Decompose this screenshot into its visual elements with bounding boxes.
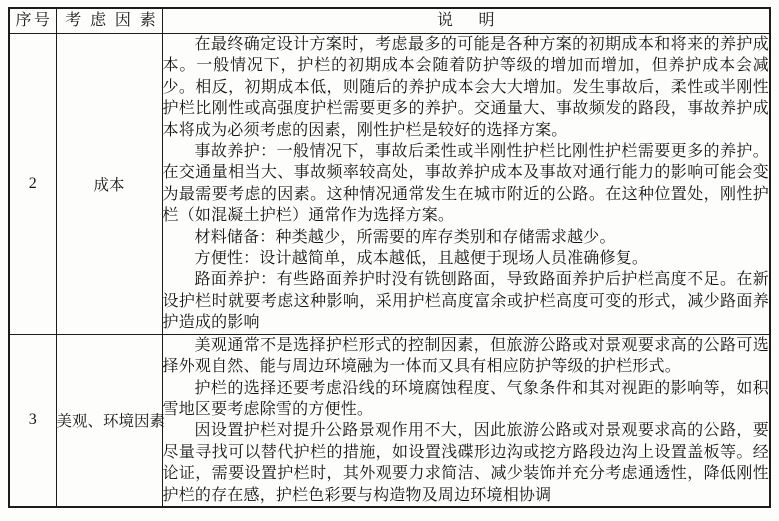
header-cell-description: 说明 xyxy=(162,8,770,34)
description-paragraph: 美观通常不是选择护栏形式的控制因素，但旅游公路或对景观要求高的公路可选择外观自然、能与周边环境融为一体而又具有相应防护等级的护栏形式。 xyxy=(162,336,769,376)
factor-label: 美观、环境因素 xyxy=(56,334,162,507)
description-paragraph: 护栏的选择还要考虑沿线的环境腐蚀程度、气象条件和其对视距的影响等，如积雪地区要考虑除雪的方便性。 xyxy=(162,379,769,418)
guardrail-factors-table xyxy=(8,7,771,508)
factor-label: 成本 xyxy=(56,34,162,335)
header-cell-factor: 考虑因素 xyxy=(56,8,162,34)
description-paragraph: 在最终确定设计方案时，考虑最多的可能是各种方案的初期成本和将来的养护成本。一般情况下，护栏的初期成本会随着防护等级的增加而增加，但养护成本会减少。相反，初期成本低，则随后的养护成本会大大增加。发生事故后，柔性或半刚性护栏比刚性或高强度护栏需要更多的养护。交通量大、事故频发的路段，事故养护成本将成为必须考虑的因素，刚性护栏是较好的选择方案。 xyxy=(162,36,769,139)
header-cell-no: 序号 xyxy=(9,8,56,34)
table-header-row xyxy=(9,8,770,34)
description-paragraph: 因设置护栏对提升公路景观作用不大，因此旅游公路或对景观要求高的公路，要尽量寻找可以替代护栏的措施，如设置浅碟形边沟或挖方路段边沟上设置盖板等。经论证，需要设置护栏时，其外观要力求简洁、减少装饰并充分考虑通透性，降低刚性护栏的存在感，护栏色彩要与构造物及周边环境相协调 xyxy=(162,422,769,504)
row-number: 3 xyxy=(9,334,56,507)
row-number: 2 xyxy=(9,34,56,335)
description-paragraph: 路面养护：有些路面养护时没有铣刨路面，导致路面养护后护栏高度不足。在新设护栏时就要考虑这种影响，采用护栏高度富余或护栏高度可变的形式，减少路面养护造成的影响 xyxy=(162,271,769,332)
description-paragraph: 材料储备：种类越少，所需要的库存类别和存储需求越少。 xyxy=(194,228,616,246)
table-row-cost xyxy=(9,34,770,335)
description-cell xyxy=(162,34,770,335)
description-paragraph: 方便性：设计越简单，成本越低，且越便于现场人员准确修复。 xyxy=(194,250,649,268)
description-paragraph: 事故养护：一般情况下，事故后柔性或半刚性护栏比刚性护栏需要更多的养护。在交通量相当大、事故频率较高处，事故养护成本及事故对通行能力的影响可能会变为最需要考虑的因素。这种情况通常发生在城市附近的公路。在这种位置处，刚性护栏（如混凝土护栏）通常作为选择方案。 xyxy=(162,143,769,225)
table-row-aesthetics-environment xyxy=(9,334,770,507)
description-cell xyxy=(162,334,770,507)
